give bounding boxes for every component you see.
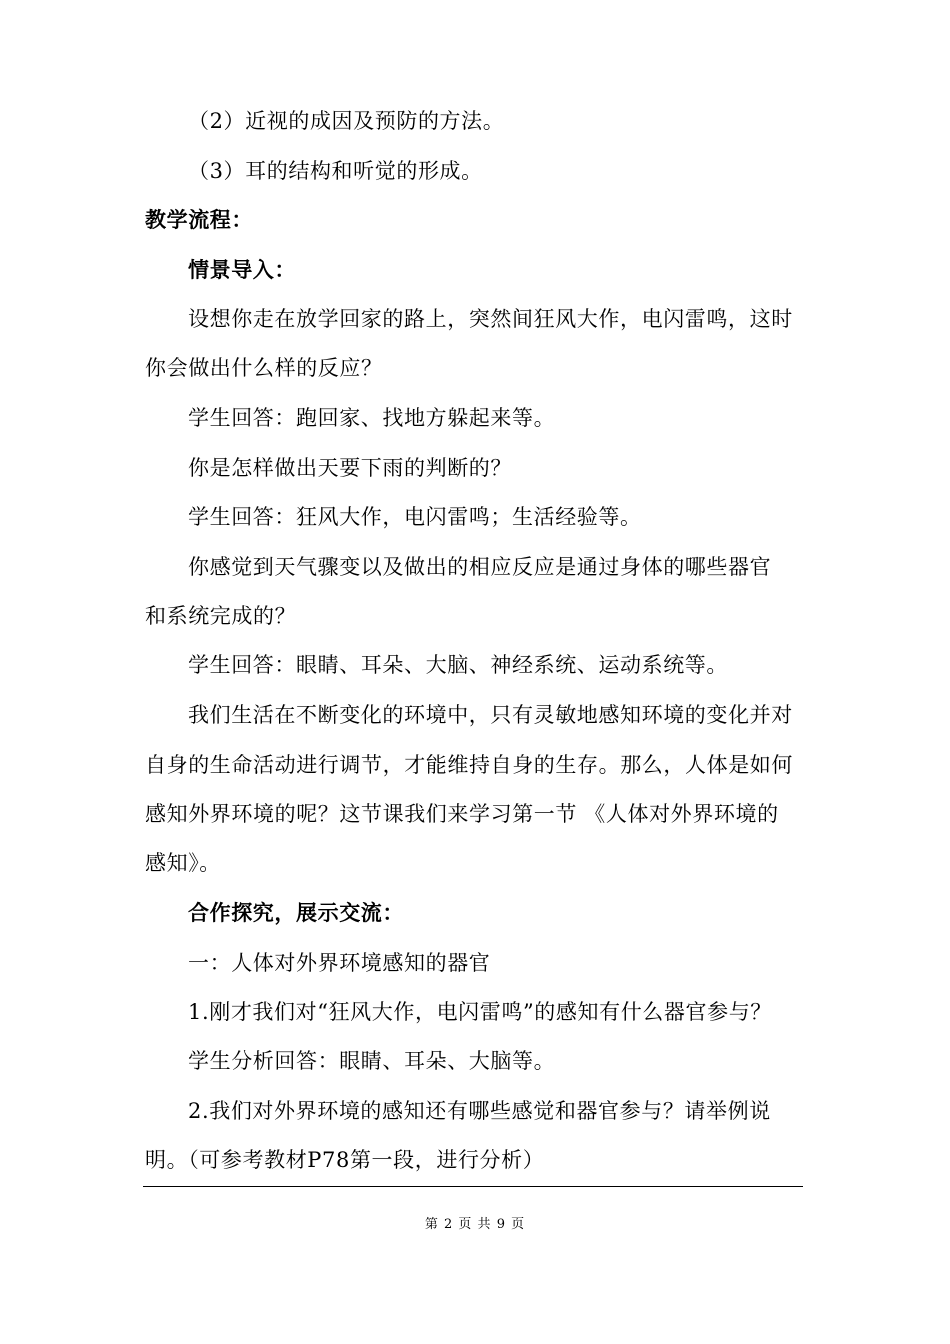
- subsection-heading: 合作探究，展示交流：: [188, 900, 404, 925]
- body-line: 明。（可参考教材P78第一段，进行分析）: [145, 1148, 545, 1172]
- body-line: 和系统完成的？: [145, 604, 297, 628]
- body-line: 学生分析回答：眼睛、耳朵、大脑等。: [188, 1049, 556, 1073]
- body-line: 你感觉到天气骤变以及做出的相应反应是通过身体的哪些器官: [188, 555, 772, 579]
- body-line: 我们生活在不断变化的环境中，只有灵敏地感知环境的变化并对: [188, 703, 793, 727]
- body-line: （3）耳的结构和听觉的形成。: [188, 159, 483, 183]
- subsection-heading: 情景导入：: [188, 257, 296, 282]
- page-number: 第 2 页 共 9 页: [424, 1217, 526, 1232]
- body-line: 学生回答：眼睛、耳朵、大脑、神经系统、运动系统等。: [188, 653, 728, 677]
- body-line: 感知》。: [145, 851, 221, 875]
- body-line: 你会做出什么样的反应？: [145, 356, 383, 380]
- body-line: 2.我们对外界环境的感知还有哪些感觉和器官参与？请举例说: [188, 1099, 771, 1123]
- section-heading: 教学流程：: [145, 207, 253, 232]
- footer-divider: [143, 1186, 803, 1187]
- body-line: 你是怎样做出天要下雨的判断的？: [188, 456, 512, 480]
- body-line: （2）近视的成因及预防的方法。: [188, 109, 505, 133]
- body-line: 自身的生命活动进行调节，才能维持自身的生存。那么，人体是如何: [145, 753, 793, 777]
- body-line: 一：人体对外界环境感知的器官: [188, 951, 491, 975]
- body-line: 感知外界环境的呢？这节课我们来学习第一节 《人体对外界环境的: [145, 802, 779, 826]
- body-line: 学生回答：狂风大作，电闪雷鸣；生活经验等。: [188, 505, 642, 529]
- body-line: 设想你走在放学回家的路上，突然间狂风大作，电闪雷鸣，这时: [188, 307, 793, 331]
- body-line: 学生回答：跑回家、找地方躲起来等。: [188, 406, 556, 430]
- body-line: 1.刚才我们对“狂风大作，电闪雷鸣”的感知有什么器官参与？: [188, 1000, 772, 1024]
